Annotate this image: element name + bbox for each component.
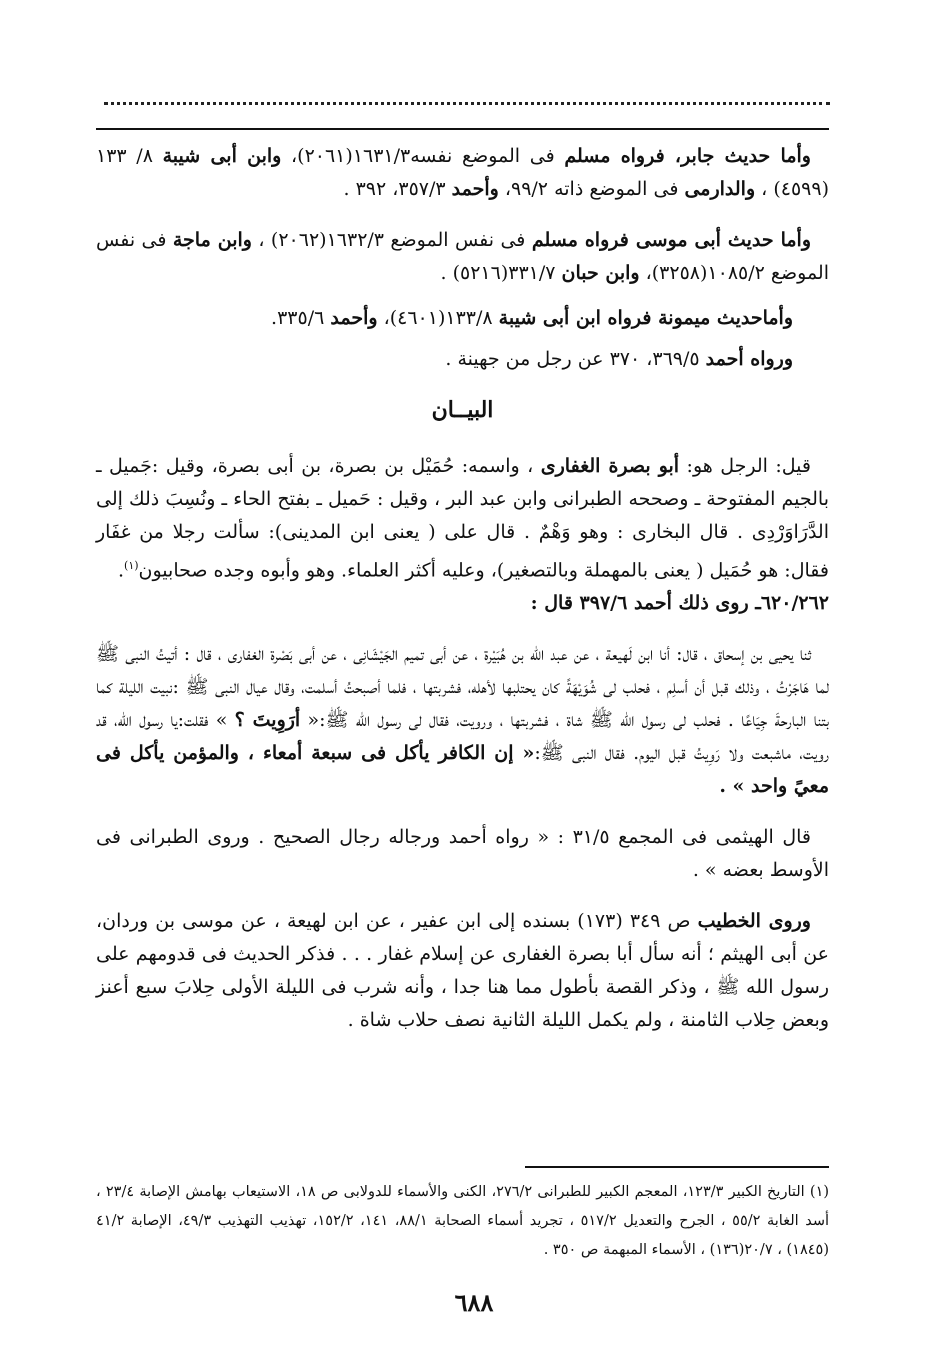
paragraph-abu-musa: وأما حديث أبى موسى فرواه مسلم فى نفس الموضع ١٦٣٢/٣(٢٠٦٢) ، وابن ماجة فى نفس الموضع ١٠٨٥/٢(٣٢٥٨)، وابن حبان ٣٣١/٧(٥٢١٦) . (96, 229, 829, 284)
dotted-separator (104, 90, 830, 105)
paragraph-khatib: وروى الخطيب ص ٣٤٩ (١٧٣) بسنده إلى ابن عفير ، عن ابن لهيعة ، عن موسى بن وردان، عن أبى الهيثم ؛ أنه سأل أبا بصرة الغفارى عن إسلام غفار . . . فذكر الحديث فى قدومهم على رسول الله ﷺ ، وذكر القصة بأطول مما هنا جدا ، وأنه شرب فى الليلة الأولى حِلابَ سبع أعنز وبعض حِلاب الثامنة ، ولم يكمل الليلة الثانية نصف حلاب شاة . (96, 910, 829, 1032)
hadith-header: ٦٢٠/٢٦٢ـ روى ذلك أحمد ٣٩٧/٦ قال : (530, 592, 829, 615)
main-text-block-1 (96, 140, 829, 376)
footnote (96, 1178, 829, 1265)
section-heading: البيــان (431, 397, 494, 423)
paragraph-haythami: قال الهيثمى فى المجمع ٣١/٥ : « رواه أحمد ورجاله رجال الصحيح . وروى الطبرانى فى الأوسط بعضه » . (96, 826, 829, 882)
paragraph-ahmad-juhayna: ورواه أحمد ٣٦٩/٥، ٣٧٠ عن رجل من جهينة . (445, 348, 793, 370)
footnote-ref[interactable]: (١) (124, 559, 139, 572)
paragraph-bayan: قيل: الرجل هو: أبو بصرة الغفارى ، واسمه: حُمَيْل بن بصرة، بن أبى بصرة، وقيل :جَميل ـ بالجيم المفتوحة ـ وصححه الطبرانى وابن عبد البر ، وقيل : حَميل ـ بفتح الحاء ـ ونُسِبَ ذلك إلى الدَّرَاوَرْدِى . قال البخارى : وهو وَهْمٌ . قال على ( يعنى ابن المدينى): سألت رجلا من غفَار فقال: هو حُمَيل ( يعنى بالمهملة وبالتصغير)، وعليه أكثر العلماء. وهو وأبوه وجده صحابيون$^{(١)}$. (96, 455, 829, 582)
page-number: ٦٨٨ (454, 1288, 494, 1317)
paragraph-jabir: وأما حديث جابر، فرواه مسلم فى الموضع نفسه١٦٣١/٣(٢٠٦١)، وابن أبى شيبة ٨/ ١٣٣ (٤٥٩٩) ، والدارمى فى الموضع ذاته ٩٩/٢، وأحمد ٣٥٧/٣، ٣٩٢ . (96, 145, 829, 200)
main-text-block-2 (96, 450, 829, 1037)
paragraph-maymuna: وأماحديث ميمونة فرواه ابن أبى شيبة ١٣٣/٨(٤٦٠١)، وأحمد ٣٣٥/٦. (271, 307, 793, 329)
footnote-rule (525, 1166, 829, 1168)
top-rule (96, 128, 829, 130)
hadith-text: ثنا يحيى بن إسحاق ، قال: أنا ابن لَهيعة ، عن عبد الله بن هُبَيْرة ، عن أبى تميم الجَيْشَانِى ، عن أبى بَصْرة الغفارى ، قال : أتيتُ النبى ﷺ لما هَاجَرْتُ ، وذلك قبل أن أسلِم ، فحلب لى شُوَيْهَةً كان يحتلبها لأهله، فشربتها ، فلما أصبحتُ أسلمت، وقال عيال النبى ﷺ :نبيت الليلة كما بتنا البارحةَ جِيَاعًا . فحلب لى رسول الله ﷺ شاة ، فشربتها ، ورويت، فقال لى رسول الله ﷺ:« أرَوِيتَ ؟ » فقلت:يا رسول الله، قد رويت، ماشبعت ولا رَوِيتُ قبل اليوم. فقال النبى ﷺ:« إن الكافر يأكل فى سبعة أمعاء ، والمؤمن يأكل فى معيً واحد » . (96, 643, 830, 798)
footnote-text: (١) التاريخ الكبير ١٢٣/٣، المعجم الكبير للطبرانى ٢٧٦/٢، الكنى والأسماء للدولابى ص ١٨، الاستيعاب بهامش الإصابة ٢٣/٤ ، أسد الغابة ٥٥/٢ ، الجرح والتعديل ٥١٧/٢ ، تجريد أسماء الصحابة ٨٨/١، ١٤١، ١٥٢/٢، تهذيب التهذيب ٤٩/٣، الإصابة ٤١/٢ (١٨٤٥) ، ٢٠/٧(١٣٦) ، الأسماء المبهمة ص ٣٥٠ . (96, 1184, 830, 1258)
